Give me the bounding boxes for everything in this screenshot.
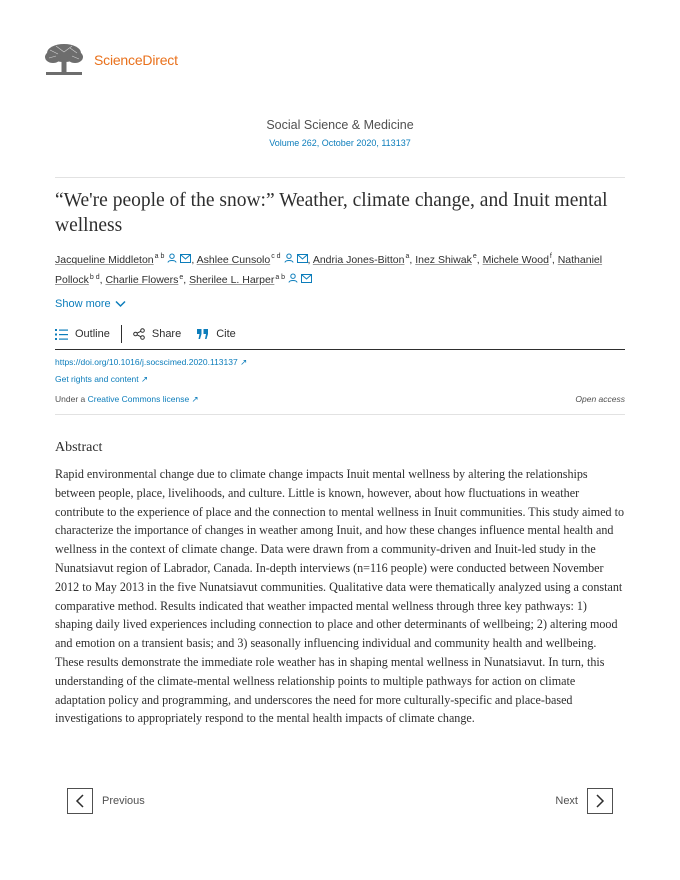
author-name[interactable]: Nathaniel Pollock [55,253,603,287]
author-entry [313,254,412,266]
author-affiliation[interactable]: c d [271,253,281,260]
previous-article-button[interactable] [67,788,145,814]
show-more-label: Show more [55,298,111,310]
author-separator: , [551,253,555,266]
sciencedirect-logo[interactable] [44,42,178,78]
author-separator: , [409,253,413,266]
elsevier-tree-icon [44,42,84,78]
article-toolbar [55,325,236,343]
quote-icon [197,329,209,339]
abstract-heading: Abstract [55,440,103,455]
author-separator: , [307,253,311,266]
next-article-button[interactable] [555,788,613,814]
share-icon [133,328,145,340]
author-entry [483,254,555,266]
author-name[interactable]: Sherilee L. Harper [189,274,275,287]
author-name[interactable]: Charlie Flowers [105,274,179,287]
author-affiliation[interactable]: e [179,273,184,281]
person-icon[interactable] [284,251,294,269]
license-link[interactable]: Creative Commons license ↗ [87,394,199,404]
license-row [55,394,625,405]
person-icon[interactable] [288,271,298,289]
toolbar-separator [121,325,122,343]
author-affiliation[interactable]: a b [275,273,286,281]
previous-box [67,788,93,814]
rights-link[interactable]: Get rights and content ↗ [55,374,149,384]
next-label: Next [555,795,578,807]
author-affiliation[interactable]: f [549,253,552,260]
author-entry [197,254,311,266]
open-access-badge: Open access [575,394,625,404]
journal-volume[interactable]: Volume 262, October 2020, 113137 [269,138,411,148]
author-separator: , [183,274,187,287]
author-separator: , [191,253,195,266]
author-affiliation[interactable]: a b [154,253,165,260]
author-entry [415,254,479,266]
next-box [587,788,613,814]
author-list [55,248,630,289]
mail-icon[interactable] [180,251,191,269]
abstract-text: Rapid environmental change due to climate change impacts Inuit mental wellness by altering the relationships between people, place, livelihoods, and culture. Little is known, however, about how fluctuations in weather contribute to the experience of place and the connection to mental wellness in Inuit communities. This study aimed to characterize the importance of changes in weather among Inuit, and how these changes influence mental health and wellness in the context of climate change. Data were drawn from a community-driven and Inuit-led study in the Nunatsiavut region of Labrador, Canada. In-depth interviews (n=116 people) were conducted between November 2012 to May 2013 in the five Nunatsiavut communities. Qualitative data were thematically analyzed using a constant comparative method. Results indicated that weather impacted mental wellness through three key pathways: 1) shaping daily lived experiences including connection to place and other determinants of wellbeing; 2) altering mood and emotion on a transient basis; and 3) seasonally influencing individual and community health and wellbeing. These results demonstrate the immediate role weather has in shaping mental wellness in Nunatsiavut. In turn, this understanding of the climate-mental wellness relationship points to multiple pathways for action on climate adaptation policy and programming, and underscores the need for more culturally-specific and place-based investigations to appropriately respond to the mental health impacts of climate change. [55,467,625,726]
author-name[interactable]: Michele Wood [482,253,549,266]
chevron-left-icon [75,794,85,808]
author-name[interactable]: Ashlee Cunsolo [196,253,271,266]
show-more-button[interactable] [55,298,126,310]
author-affiliation[interactable]: a [405,253,410,260]
article-title: “We're people of the snow:” Weather, climate change, and Inuit mental wellness [55,190,608,236]
author-name[interactable]: Andria Jones-Bitton [312,253,405,266]
author-entry [105,274,186,286]
previous-label: Previous [102,795,145,807]
license-prefix: Under a [55,394,88,404]
share-label: Share [151,328,182,340]
mail-icon[interactable] [297,251,308,269]
chevron-down-icon [115,300,126,308]
outline-label: Outline [75,328,110,340]
brand-name: ScienceDirect [94,52,178,68]
journal-name[interactable]: Social Science & Medicine [266,118,414,132]
doi-link[interactable]: https://doi.org/10.1016/j.socscimed.2020.113137 ↗ [55,357,248,367]
author-name[interactable]: Inez Shiwak [415,253,472,266]
author-separator: , [476,253,480,266]
divider [55,414,625,415]
author-name[interactable]: Jacqueline Middleton [55,253,154,266]
author-affiliation[interactable]: e [472,253,477,260]
chevron-right-icon [595,794,605,808]
divider [55,177,625,178]
person-icon[interactable] [167,251,177,269]
author-separator: , [99,274,103,287]
cite-label: Cite [216,328,236,340]
author-affiliation[interactable]: b d [89,273,100,281]
share-button[interactable] [133,328,181,340]
list-icon [55,329,68,340]
cite-button[interactable] [197,328,236,340]
author-entry [55,254,194,266]
toolbar-divider [55,349,625,350]
outline-button[interactable] [55,328,110,340]
mail-icon[interactable] [301,271,312,289]
author-entry [189,274,312,286]
